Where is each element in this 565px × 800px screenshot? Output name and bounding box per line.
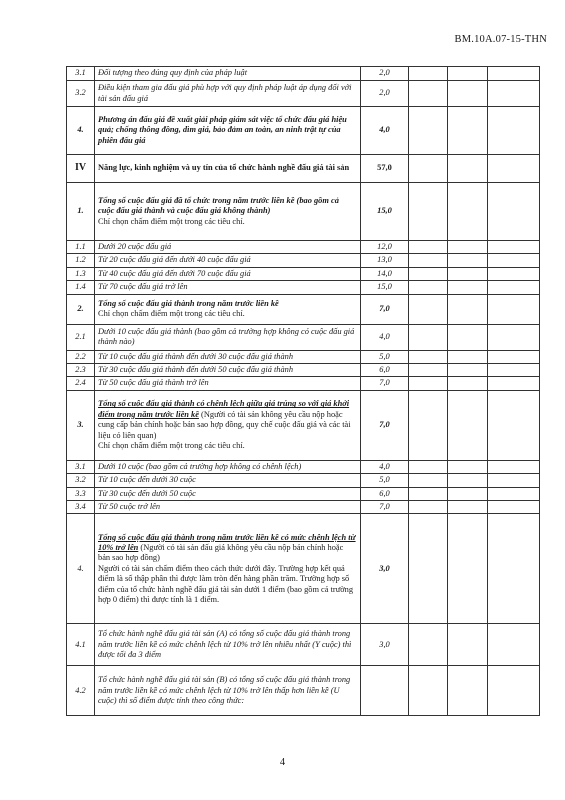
row-number: 3.2 — [67, 474, 95, 487]
row-number: 2.3 — [67, 364, 95, 377]
empty-cell — [409, 364, 448, 377]
row-score: 15,0 — [361, 183, 409, 241]
empty-cell — [448, 107, 488, 155]
empty-cell — [488, 350, 540, 363]
table-row — [67, 324, 540, 350]
row-score: 6,0 — [361, 364, 409, 377]
row-text: Đối tượng theo đúng quy định của pháp luật — [95, 67, 361, 81]
table-row — [67, 624, 540, 666]
criterion-detail: (Người có tài sản không yêu cầu nộp hoặc cung cấp bản chính hoặc bản sao hợp đồng, quy chế cuộc đấu giá và các tài liệu có liên quan) — [98, 409, 351, 440]
row-score: 12,0 — [361, 241, 409, 254]
empty-cell — [409, 241, 448, 254]
row-text — [95, 390, 361, 460]
table-row — [67, 666, 540, 716]
empty-cell — [488, 294, 540, 324]
row-text: Dưới 10 cuộc (bao gồm cả trường hợp không có chênh lệch) — [95, 460, 361, 473]
table-row — [67, 254, 540, 267]
criterion-title: Tổng số cuộc đấu giá thành trong năm trước liền kề — [98, 298, 279, 308]
empty-cell — [409, 666, 448, 716]
row-text — [95, 183, 361, 241]
empty-cell — [488, 460, 540, 473]
table-row — [67, 294, 540, 324]
row-number: 1.4 — [67, 281, 95, 294]
row-text: Từ 50 cuộc trở lên — [95, 501, 361, 514]
empty-cell — [488, 324, 540, 350]
table-row — [67, 67, 540, 81]
empty-cell — [409, 254, 448, 267]
empty-cell — [448, 377, 488, 390]
empty-cell — [448, 487, 488, 500]
table-row — [67, 107, 540, 155]
row-score: 6,0 — [361, 487, 409, 500]
table-row — [67, 487, 540, 500]
row-number: 4.2 — [67, 666, 95, 716]
row-number: 4. — [67, 107, 95, 155]
row-score: 4,0 — [361, 107, 409, 155]
empty-cell — [409, 81, 448, 107]
row-text: Dưới 20 cuộc đấu giá — [95, 241, 361, 254]
empty-cell — [488, 474, 540, 487]
page-number: 4 — [279, 757, 286, 768]
empty-cell — [448, 183, 488, 241]
empty-cell — [409, 67, 448, 81]
table-row — [67, 281, 540, 294]
row-score: 7,0 — [361, 377, 409, 390]
table-row — [67, 183, 540, 241]
empty-cell — [488, 107, 540, 155]
form-code: BM.10A.07-15-THN — [454, 34, 547, 45]
row-score: 7,0 — [361, 501, 409, 514]
table-row — [67, 460, 540, 473]
empty-cell — [448, 501, 488, 514]
criterion-detail: (Người có tài sản đấu giá không yêu cầu nộp bản chính hoặc bản sao hợp đồng) — [98, 542, 344, 563]
criterion-title: Tổng số cuộc đấu giá đã tổ chức trong năm trước liền kề (bao gồm cả cuộc đấu giá thành và cuộc đấu giá không thành) — [98, 195, 339, 216]
row-score: 3,0 — [361, 624, 409, 666]
empty-cell — [448, 666, 488, 716]
empty-cell — [448, 254, 488, 267]
empty-cell — [409, 487, 448, 500]
row-score: 2,0 — [361, 67, 409, 81]
row-number: 1.1 — [67, 241, 95, 254]
empty-cell — [409, 624, 448, 666]
row-number: 2.4 — [67, 377, 95, 390]
table-row — [67, 514, 540, 624]
row-text: Từ 50 cuộc đấu giá thành trở lên — [95, 377, 361, 390]
empty-cell — [448, 390, 488, 460]
table-row — [67, 474, 540, 487]
criterion-title: Tổng số cuộc đấu giá thành trong năm trước liền kề có mức chênh lệch từ 10% trở lên — [98, 532, 356, 552]
row-text: Từ 70 cuộc đấu giá trở lên — [95, 281, 361, 294]
empty-cell — [448, 281, 488, 294]
empty-cell — [488, 155, 540, 183]
empty-cell — [448, 364, 488, 377]
empty-cell — [488, 241, 540, 254]
row-text: Điều kiện tham gia đấu giá phù hợp với quy định pháp luật áp dụng đối với tài sản đấu giá — [95, 81, 361, 107]
row-text: Tổ chức hành nghề đấu giá tài sản (A) có tổng số cuộc đấu giá thành trong năm trước liền kề có mức chênh lệch từ 10% trở lên nhiều nhất (Y cuộc) thì được tối đa 3 điểm — [95, 624, 361, 666]
empty-cell — [409, 390, 448, 460]
criterion-note: Chỉ chọn chấm điểm một trong các tiêu chí. — [98, 440, 245, 450]
row-number: 2.1 — [67, 324, 95, 350]
row-score — [361, 666, 409, 716]
row-number: 1.3 — [67, 267, 95, 280]
row-number: 3.1 — [67, 460, 95, 473]
row-number: 2. — [67, 294, 95, 324]
empty-cell — [488, 67, 540, 81]
empty-cell — [448, 294, 488, 324]
empty-cell — [448, 155, 488, 183]
section-title: Năng lực, kinh nghiệm và uy tín của tổ chức hành nghề đấu giá tài sản — [95, 155, 361, 183]
empty-cell — [488, 364, 540, 377]
row-score: 5,0 — [361, 350, 409, 363]
row-text: Dưới 10 cuộc đấu giá thành (bao gồm cả trường hợp không có cuộc đấu giá thành nào) — [95, 324, 361, 350]
empty-cell — [409, 107, 448, 155]
empty-cell — [448, 81, 488, 107]
row-text: Từ 10 cuộc đến dưới 30 cuộc — [95, 474, 361, 487]
empty-cell — [409, 183, 448, 241]
table-row — [67, 377, 540, 390]
empty-cell — [409, 460, 448, 473]
row-number: 3.3 — [67, 487, 95, 500]
table-row — [67, 155, 540, 183]
row-score: 15,0 — [361, 281, 409, 294]
row-score: 4,0 — [361, 324, 409, 350]
empty-cell — [409, 377, 448, 390]
empty-cell — [448, 350, 488, 363]
table-row — [67, 501, 540, 514]
table-row — [67, 390, 540, 460]
row-text: Phương án đấu giá đề xuất giải pháp giám sát việc tổ chức đấu giá hiệu quả; chống thông đồng, dìm giá, bảo đảm an toàn, an ninh trật tự của phiên đấu giá — [95, 107, 361, 155]
row-score: 57,0 — [361, 155, 409, 183]
empty-cell — [409, 324, 448, 350]
row-text: Từ 20 cuộc đấu giá đến dưới 40 cuộc đấu giá — [95, 254, 361, 267]
empty-cell — [488, 183, 540, 241]
table-row — [67, 350, 540, 363]
criterion-note: Chỉ chọn chấm điểm một trong các tiêu chí. — [98, 216, 245, 226]
row-text: Từ 10 cuộc đấu giá thành đến dưới 30 cuộc đấu giá thành — [95, 350, 361, 363]
empty-cell — [448, 267, 488, 280]
row-number: 1. — [67, 183, 95, 241]
empty-cell — [448, 624, 488, 666]
empty-cell — [488, 514, 540, 624]
row-number: 1.2 — [67, 254, 95, 267]
empty-cell — [488, 501, 540, 514]
empty-cell — [488, 267, 540, 280]
row-score: 14,0 — [361, 267, 409, 280]
empty-cell — [409, 474, 448, 487]
empty-cell — [409, 267, 448, 280]
table-row — [67, 364, 540, 377]
row-text — [95, 514, 361, 624]
empty-cell — [488, 666, 540, 716]
table-row — [67, 267, 540, 280]
empty-cell — [409, 350, 448, 363]
criterion-note: Chỉ chọn chấm điểm một trong các tiêu chí. — [98, 309, 245, 319]
table-row — [67, 241, 540, 254]
table-row — [67, 81, 540, 107]
row-number: 4. — [67, 514, 95, 624]
row-text: Từ 40 cuộc đấu giá đến dưới 70 cuộc đấu giá — [95, 267, 361, 280]
empty-cell — [488, 624, 540, 666]
empty-cell — [409, 514, 448, 624]
empty-cell — [448, 241, 488, 254]
empty-cell — [488, 390, 540, 460]
section-number: IV — [67, 155, 95, 183]
row-score: 4,0 — [361, 460, 409, 473]
empty-cell — [488, 254, 540, 267]
empty-cell — [448, 474, 488, 487]
empty-cell — [409, 281, 448, 294]
row-score: 7,0 — [361, 294, 409, 324]
row-text: Từ 30 cuộc đến dưới 50 cuộc — [95, 487, 361, 500]
row-number: 3.4 — [67, 501, 95, 514]
empty-cell — [488, 377, 540, 390]
empty-cell — [448, 67, 488, 81]
criteria-table — [66, 66, 540, 716]
empty-cell — [448, 324, 488, 350]
row-score: 5,0 — [361, 474, 409, 487]
row-number: 2.2 — [67, 350, 95, 363]
empty-cell — [488, 281, 540, 294]
row-text: Từ 30 cuộc đấu giá thành đến dưới 50 cuộc đấu giá thành — [95, 364, 361, 377]
empty-cell — [409, 501, 448, 514]
empty-cell — [409, 294, 448, 324]
row-text — [95, 294, 361, 324]
row-score: 3,0 — [361, 514, 409, 624]
criterion-title: Tổng số cuộc đấu giá thành có chênh lệch giữa giá trúng so với giá khởi điểm trong năm trước liền kề — [98, 399, 350, 419]
criterion-note: Người có tài sản chấm điểm theo cách thức dưới đây. Trường hợp kết quả điểm là số thập phân thì được làm tròn đến hàng phần trăm. Trường hợp số điểm của tổ chức hành nghề đấu giá tài sản dưới 1 điểm (bao gồm cả trường hợp 0 điểm) thì được tính là 1 điểm. — [98, 563, 354, 604]
row-number: 3. — [67, 390, 95, 460]
empty-cell — [488, 81, 540, 107]
empty-cell — [409, 155, 448, 183]
row-score: 13,0 — [361, 254, 409, 267]
empty-cell — [448, 460, 488, 473]
row-number: 4.1 — [67, 624, 95, 666]
row-number: 3.1 — [67, 67, 95, 81]
row-text: Tổ chức hành nghề đấu giá tài sản (B) có tổng số cuộc đấu giá thành trong năm trước liền kề có mức chênh lệch từ 10% trở lên thấp hơn liền kề (U cuộc) thì số điểm được tính theo công thức: — [95, 666, 361, 716]
empty-cell — [488, 487, 540, 500]
row-number: 3.2 — [67, 81, 95, 107]
row-score: 7,0 — [361, 390, 409, 460]
row-score: 2,0 — [361, 81, 409, 107]
empty-cell — [448, 514, 488, 624]
